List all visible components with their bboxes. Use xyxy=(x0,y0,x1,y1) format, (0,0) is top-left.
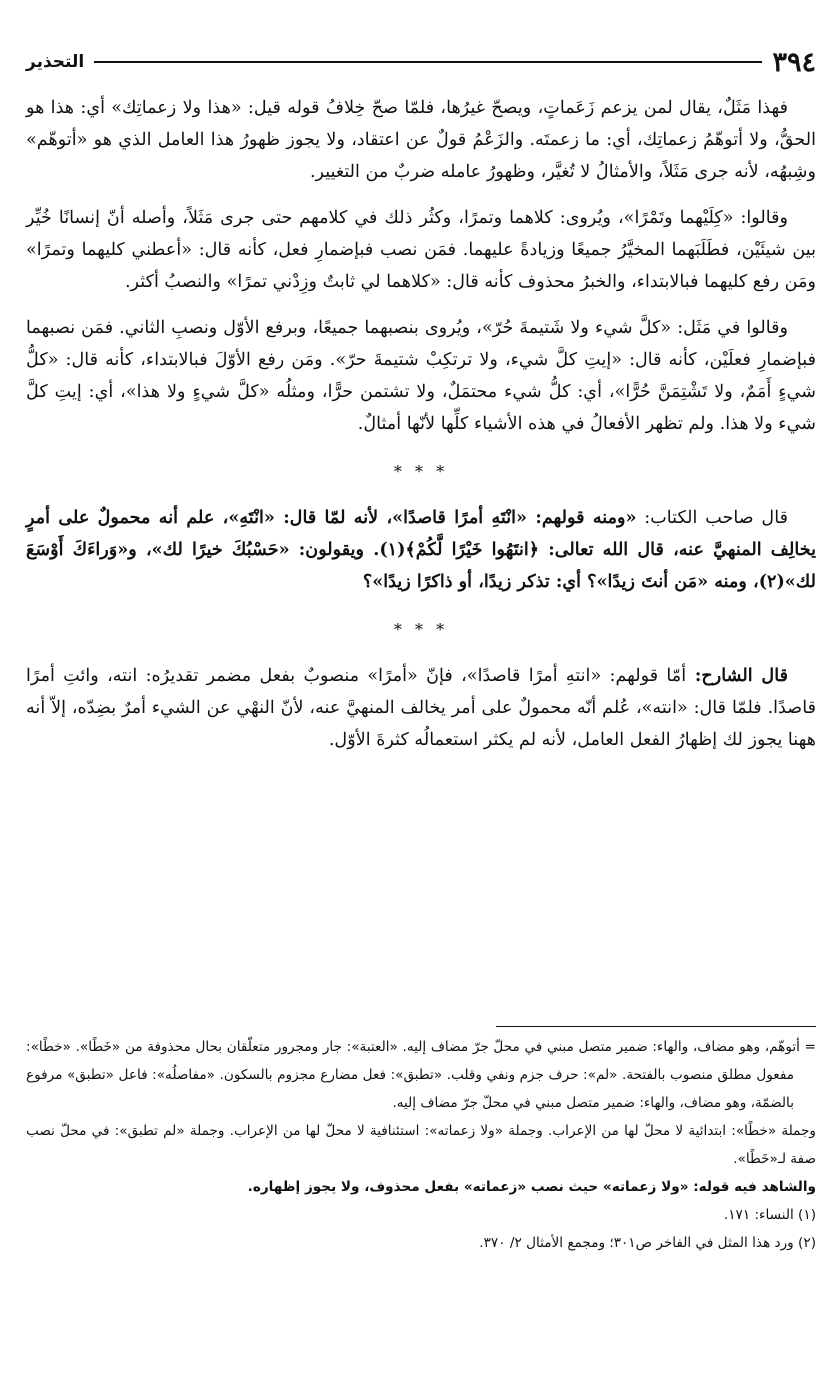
running-title: التحذير xyxy=(26,52,85,72)
paragraph-1: فهذا مَثَلٌ، يقال لمن يزعم زَعَماتٍ، ويصحّ غيرُها، فلمّا صحّ خِلافُ قوله قيل: «هذا ولا زعماتِك» أي: هذا هو الحقُّ، ولا أتوهّمُ زعماتِك، أي: ما زعمتَه. والزَعْمُ قولٌ عن اعتقاد، ولا يجوز ظهورُ هذا العامل الذي هو «أتوهّم» وشِبهُه، لأنه جرى مَثَلاً، والأمثالُ لا تُغيَّر، وظهورُ عامله ضربٌ من التغيير. xyxy=(26,98,816,182)
section-separator-2: * * * xyxy=(393,620,449,639)
paragraph-author-quote xyxy=(26,502,816,598)
footnote-2: (٢) ورد هذا المثل في الفاخر ص٣٠١؛ ومجمع الأمثال ٢/ ٣٧٠. xyxy=(479,1235,816,1251)
author-intro: قال صاحب الكتاب: xyxy=(636,508,788,528)
footnote-continuation: = أتوهّم، وهو مضاف، والهاء: ضمير متصل مبني في محلّ جرّ مضاف إليه. «العتبة»: جار ومجرور متعلّقان بحال محذوفة من «خَطًا». «خطًا»: مفعول مطلق منصوب بالفتحة. «لم»: حرف جزم ونفي وقلب. «تطبق»: فعل مضارع مجزوم بالسكون. «مفاصلُه»: فاعل «تطبق» مرفوع بالضمّة، وهو مضاف، والهاء: ضمير متصل مبني في محلّ جرّ مضاف إليه. xyxy=(26,1039,816,1111)
page-header xyxy=(26,40,816,84)
section-separator-1: * * * xyxy=(393,462,449,481)
commentator-intro: قال الشارح: xyxy=(686,665,788,686)
footnote-shahid: والشاهد فيه قوله: «ولا زعماته» حيث نصب «زعماته» بفعل محذوف، ولا يجوز إظهاره. xyxy=(247,1179,816,1195)
paragraph-3: وقالوا في مَثَل: «كلَّ شيء ولا شَتيمةَ حُرّ»، ويُروى بنصبهما جميعًا، وبرفع الأوّل ونصبِ الثاني. فمَن نصبهما فبإضمارِ فعلَيْن، كأنه قال: «إيتِ كلَّ شيء، ولا ترتكِبْ شتيمةَ حرّ». ومَن رفع الأوّلَ فبالابتداء، كأنه قال: «كلُّ شيءٍ أَمَمٌ، ولا تَشْتِمَنَّ حُرًّا»، أي: كلُّ شيء محتمَلٌ، ولا تشتمن حرًّا، ومثلُه «كلَّ شيءٍ ولا هذا»، أي: إيتِ كلَّ شيء ولا هذا. ولم تظهر الأفعالُ في هذه الأشياء كلِّها لأنّها أمثالٌ. xyxy=(26,318,816,434)
main-text xyxy=(26,92,816,756)
author-quote-text: «ومنه قولهم: «انْتَهِ أمرًا قاصدًا»، لأنه لمّا قال: «انْتَهِ»، علم أنه محمولٌ على أمرٍ يخالِف المنهيَّ عنه، قال الله تعالى: ﴿انتَهُوا خَيْرًا لَّكُمْ﴾(١). ويقولون: «حَسْبُكَ خيرًا لك»، و«وَراءَكَ أَوْسَعَ لك»(٢)، ومنه «مَن أنتَ زيدًا»؟ أي: تذكر زيدًا، أو ذاكرًا زيدًا»؟ xyxy=(26,507,816,592)
header-rule xyxy=(94,61,762,63)
footnote-1: (١) النساء: ١٧١. xyxy=(723,1207,816,1223)
commentary-text: أمّا قولهم: «انتهِ أمرًا قاصدًا»، فإنّ «أمرًا» منصوبٌ بفعل مضمر تقديرُه: انته، وائتِ أمرًا قاصدًا. فلمّا قال: «انته»، عُلم أنّه محمولٌ على أمر يخالف المنهيَّ عنه، لأنّ النهْي عن الشيء أمرٌ بضِدّه، إلاّ أنه ههنا يجوز لك إظهارُ الفعل العامل، لأنه لم يكثر استعمالُه كثرةَ الأوّل. xyxy=(26,666,816,750)
page-number: ٣٩٤ xyxy=(772,46,816,78)
paragraph-commentary xyxy=(26,660,816,756)
footnote-rule xyxy=(496,1026,816,1027)
paragraph-2: وقالوا: «كِلَيْهما وتَمْرًا»، ويُروى: كلاهما وتمرًا، وكثُر ذلك في كلامهم حتى جرى مَثَلاً، وأصله أنّ إنسانًا خُيِّر بين شيئَيْن، فطَلَبَهما المخيَّرُ جميعًا وزيادةً عليهما. فمَن نصب فبإضمارِ فعل، كأنه قال: «أعطني كليهما وتمرًا» ومَن رفع كليهما فبالابتداء، والخبرُ محذوف كأنه قال: «كلاهما لي ثابتٌ وزِدْني تمرًا» والنصبُ أكثر. xyxy=(26,208,816,292)
footnotes xyxy=(26,1026,816,1257)
footnote-sentence-parsing: وجملة «خطًا»: ابتدائية لا محلّ لها من الإعراب. وجملة «ولا زعماته»: استئنافية لا محلّ لها من الإعراب. وجملة «لم تطبق»: في محلّ نصب صفة لـ«خَطًا». xyxy=(26,1123,816,1167)
